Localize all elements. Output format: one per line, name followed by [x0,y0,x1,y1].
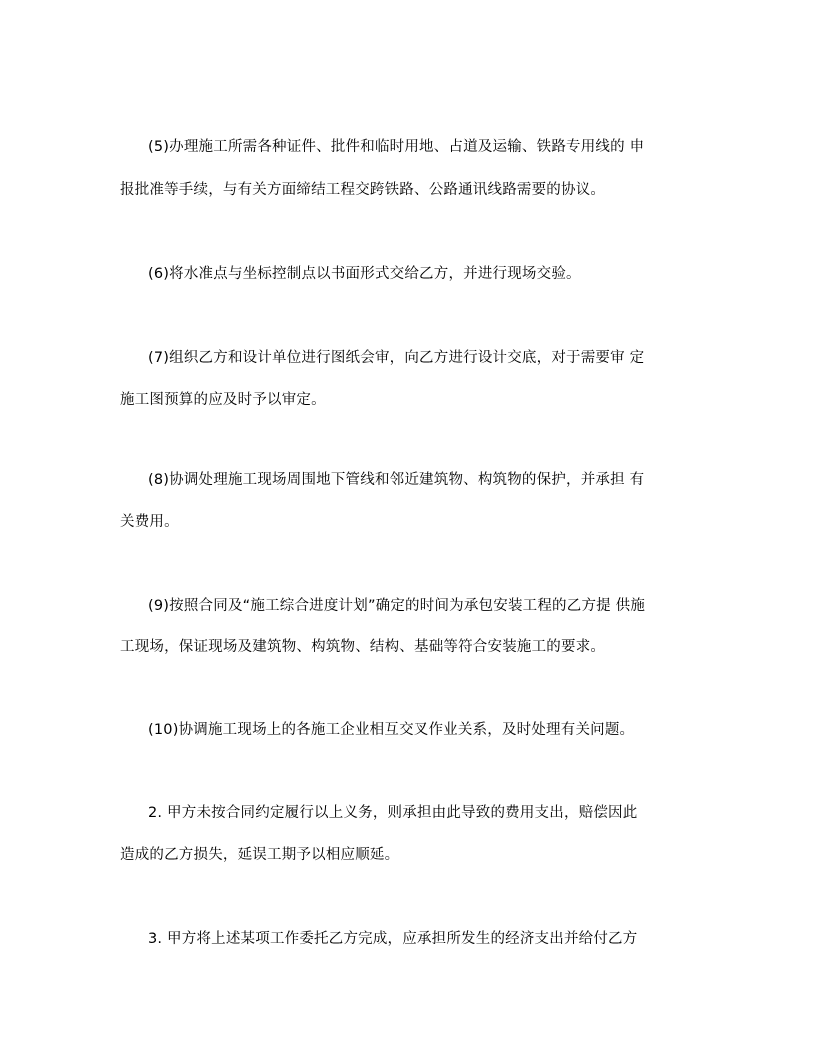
clause-2-line-1: 2. 甲方未按合同约定履行以上义务，则承担由此导致的费用支出，赔偿因此 [148,805,638,821]
item-5-line-1: (5)办理施工所需各种证件、批件和临时用地、占道及运输、铁路专用线的 申 [148,139,645,155]
item-6-line-1: (6)将水准点与坐标控制点以书面形式交给乙方，并进行现场交验。 [148,266,581,282]
item-9-line-1: (9)按照合同及“施工综合进度计划”确定的时间为承包安装工程的乙方提 供施 [148,598,646,614]
item-7-line-1: (7)组织乙方和设计单位进行图纸会审，向乙方进行设计交底，对于需要审 定 [148,350,645,366]
item-7-line-2: 施工图预算的应及时予以审定。 [120,392,326,408]
clause-2-line-2: 造成的乙方损失，延误工期予以相应顺延。 [120,847,400,863]
item-10-line-1: (10)协调施工现场上的各施工企业相互交叉作业关系，及时处理有关问题。 [148,722,635,738]
item-8-line-2: 关费用。 [120,514,179,530]
item-8-line-1: (8)协调处理施工现场周围地下管线和邻近建筑物、构筑物的保护，并承担 有 [148,472,645,488]
item-5-line-2: 报批准等手续，与有关方面缔结工程交跨铁路、公路通讯线路需要的协议。 [120,182,606,198]
item-9-line-2: 工现场，保证现场及建筑物、构筑物、结构、基础等符合安装施工的要求。 [120,639,606,655]
clause-3-line-1: 3. 甲方将上述某项工作委托乙方完成，应承担所发生的经济支出并给付乙方 [148,931,638,947]
